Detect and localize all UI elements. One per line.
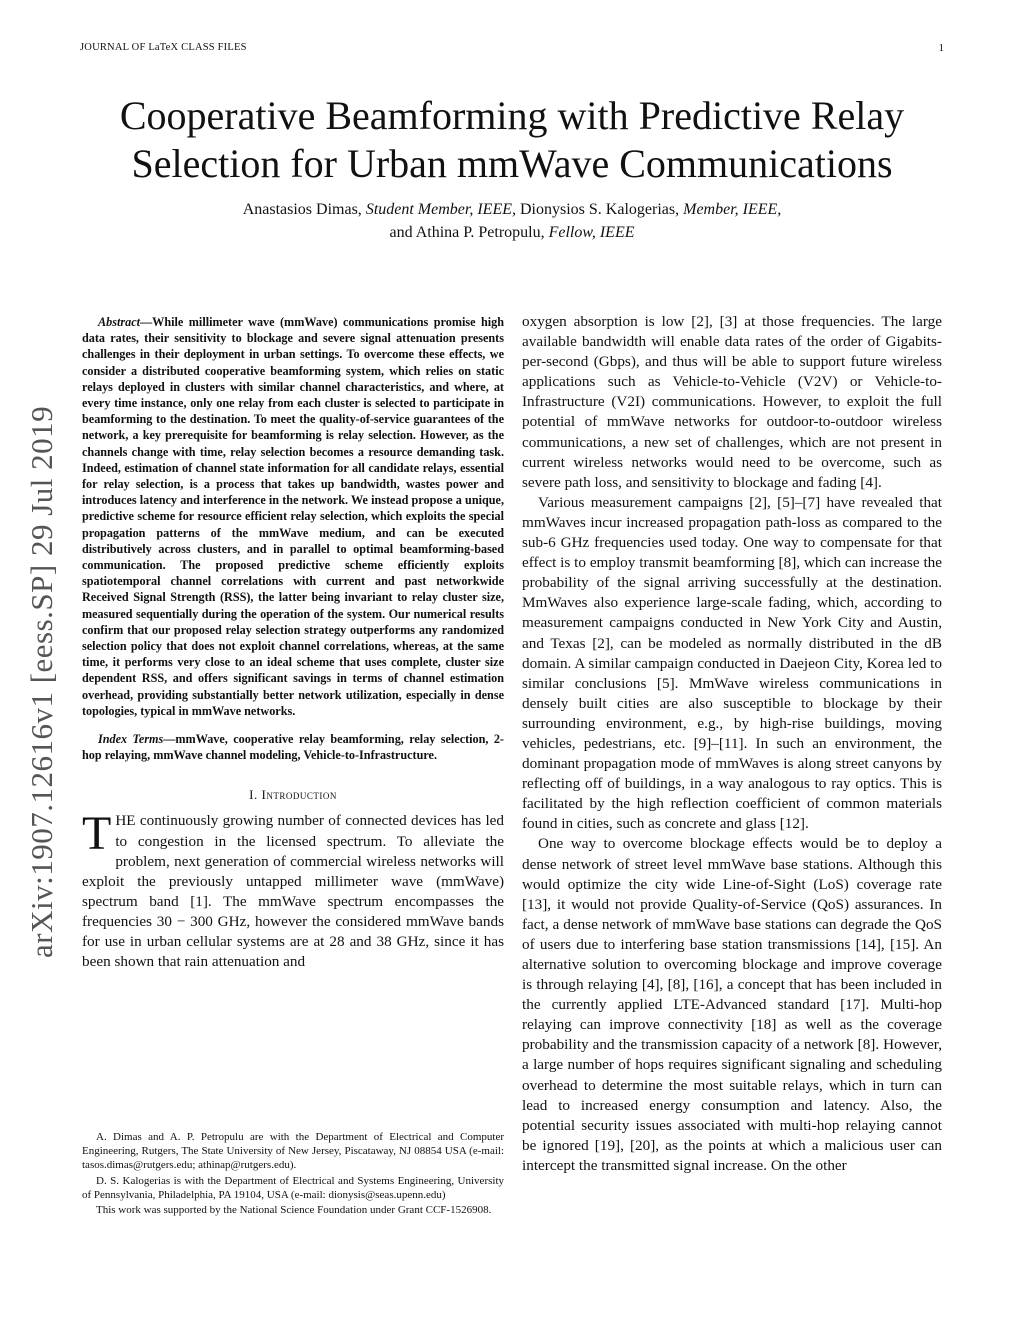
author-row-2 <box>80 221 944 244</box>
abstract-label: Abstract <box>98 315 140 329</box>
right-paragraph-2: Various measurement campaigns [2], [5]–[7] have revealed that mmWaves incur increased propagation path-loss as compared to the sub-6 GHz frequencies used today. One way to compensate for that effect is to employ transmit beamforming [8], which can increase the probability of the signal arriving successfully at the destination. MmWaves also experience large-scale fading, which, according to measurement campaigns conducted in New York City and Austin, and Texas [2], can be modeled as normally distributed in the dB domain. A similar campaign conducted in Daejeon City, Korea led to similar conclusions [5]. MmWave wireless communications in densely built cities are also susceptible to blockage by their surrounding environment, e.g., by high-rise buildings, moving vehicles, pedestrians, etc. [9]–[11]. In such an environment, the dominant propagation mode of mmWaves is along street canyons by reflecting off of buildings, in a way analogous to ray optics. This is facilitated by the high reflection coefficient of common materials found in cities, such as concrete and glass [12]. <box>522 493 942 833</box>
footnotes <box>82 1130 504 1218</box>
author-2-name: Dionysios S. Kalogerias, <box>516 201 684 218</box>
footnote-2: D. S. Kalogerias is with the Department of Electrical and Systems Engineering, University of Pennsylvania, Philadelphia, PA 19104, USA (e-mail: dionysis@seas.upenn.edu) <box>82 1174 504 1201</box>
arxiv-stamp: arXiv:1907.12616v1 [eess.SP] 29 Jul 2019 <box>24 405 59 958</box>
drop-cap: T <box>82 807 112 861</box>
intro-paragraph <box>82 807 504 972</box>
footnote-1: A. Dimas and A. P. Petropulu are with the Department of Electrical and Computer Engineering, Rutgers, The State University of New Jersey, Piscataway, NJ 08854 USA (e-mail: tasos.dimas@rutgers.edu; athinap@rutgers.edu). <box>82 1131 504 1172</box>
author-2-role: Member, IEEE, <box>683 201 782 218</box>
title-line-2: Selection for Urban mmWave Communications <box>131 141 893 186</box>
author-3-role: Fellow, IEEE <box>548 224 635 241</box>
left-column <box>82 314 504 972</box>
footnote-3: This work was supported by the National Science Foundation under Grant CCF-1526908. <box>96 1204 492 1217</box>
author-row-1 <box>80 198 944 221</box>
title-line-1: Cooperative Beamforming with Predictive Relay <box>119 93 905 138</box>
author-block <box>80 198 944 244</box>
abstract <box>82 314 504 719</box>
abstract-text: —While millimeter wave (mmWave) communications promise high data rates, their sensitivity to blockage and severe signal attenuation presents challenges in their deployment in urban settings. To overcome these effects, we consider a distributed cooperative beamforming system, which relies on static relays deployed in clusters with similar channel characteristics, and where, at every time instance, only one relay from each cluster is selected to participate in beamforming to the destination. To meet the quality-of-service guarantees of the network, a key prerequisite for beamforming is relay selection. However, as the channels change with time, relay selection becomes a resource demanding task. Indeed, estimation of channel state information for all candidate relays, essential for relay selection, is a process that takes up bandwidth, wastes power and introduces latency and interference in the network. We instead propose a unique, predictive scheme for resource efficient relay selection, which exploits the special propagation patterns of the mmWave medium, and can be executed distributively across clusters, and in parallel to optimal beamforming-based communication. The proposed predictive scheme efficiently exploits spatiotemporal channel correlations with current and past networkwide Received Signal Strength (RSS), the latter being invariant to relay cluster size, measured sequentially during the operation of the system. Our numerical results confirm that our proposed relay selection strategy outperforms any randomized selection policy that does not exploit channel correlations, whereas, at the same time, it performs very close to an ideal scheme that uses complete, cluster size dependent RSS, and offers significant savings in terms of channel estimation overhead, providing substantially better network utilization, especially in dense topologies, typical in mmWave networks. <box>82 315 504 718</box>
intro-text: HE continuously growing number of connected devices has led to congestion in the licensed spectrum. To alleviate the problem, next generation of commercial wireless networks will exploit the previously untapped millimeter wave (mmWave) spectrum band [1]. The mmWave spectrum encompasses the frequencies 30 − 300 GHz, however the considered mmWave bands for use in urban cellular systems are at 28 and 38 GHz, since it has been shown that rain attenuation and <box>82 812 504 971</box>
index-terms <box>82 731 504 763</box>
right-paragraph-3: One way to overcome blockage effects would be to deploy a dense network of street level mmWave base stations. Although this would optimize the city wide Line-of-Sight (LoS) coverage rate [13], it would not provide Quality-of-Service (QoS) assurances. In fact, a dense network of mmWave base stations can degrade the QoS of users due to interfering base station transmissions [14], [15]. An alternative solution to overcoming blockage and improve coverage is through relaying [4], [8], [16], a concept that has been included in the currently applied LTE-Advanced standard [17]. Multi-hop relaying can improve connectivity [18] as well as the coverage probability and the transmission capacity of a network [8]. However, a large number of hops requires significant signaling and scheduling overhead to determine the most suitable relays, which in turn can lead to increased energy consumption and latency. Also, the potential security issues associated with multi-hop relaying cannot be ignored [19], [20], as the points at which a malicious user can intercept the transmitted signal increase. On the other <box>522 835 942 1174</box>
section-title: Introduction <box>261 787 337 803</box>
index-terms-label: Index Terms <box>98 732 164 747</box>
page-number: 1 <box>938 42 944 54</box>
running-head: JOURNAL OF LaTeX CLASS FILES <box>80 42 247 53</box>
author-1-name: Anastasios Dimas, <box>242 201 366 218</box>
author-3-name: and Athina P. Petropulu, <box>389 224 549 241</box>
section-heading-introduction <box>82 787 504 803</box>
section-numeral: I. <box>249 787 262 803</box>
right-column <box>522 312 942 1176</box>
paper-title <box>60 92 964 188</box>
author-1-role: Student Member, IEEE, <box>365 201 516 218</box>
index-terms-text: —mmWave, cooperative relay beamforming, relay selection, 2-hop relaying, mmWave channel modeling, Vehicle-to-Infrastructure. <box>82 732 504 763</box>
right-paragraph-1: oxygen absorption is low [2], [3] at those frequencies. The large available bandwidth will enable data rates of the order of Gigabits-per-second (Gbps), and thus will be able to support future wireless applications such as Vehicle-to-Vehicle (V2V) or Vehicle-to-Infrastructure (V2I) communications. However, to exploit the full potential of mmWave networks for outdoor-to-outdoor wireless communications, a new set of challenges, which are not present in current wireless networks would need to be overcome, such as severe path loss, and sensitivity to blockage and fading [4]. <box>522 313 942 491</box>
